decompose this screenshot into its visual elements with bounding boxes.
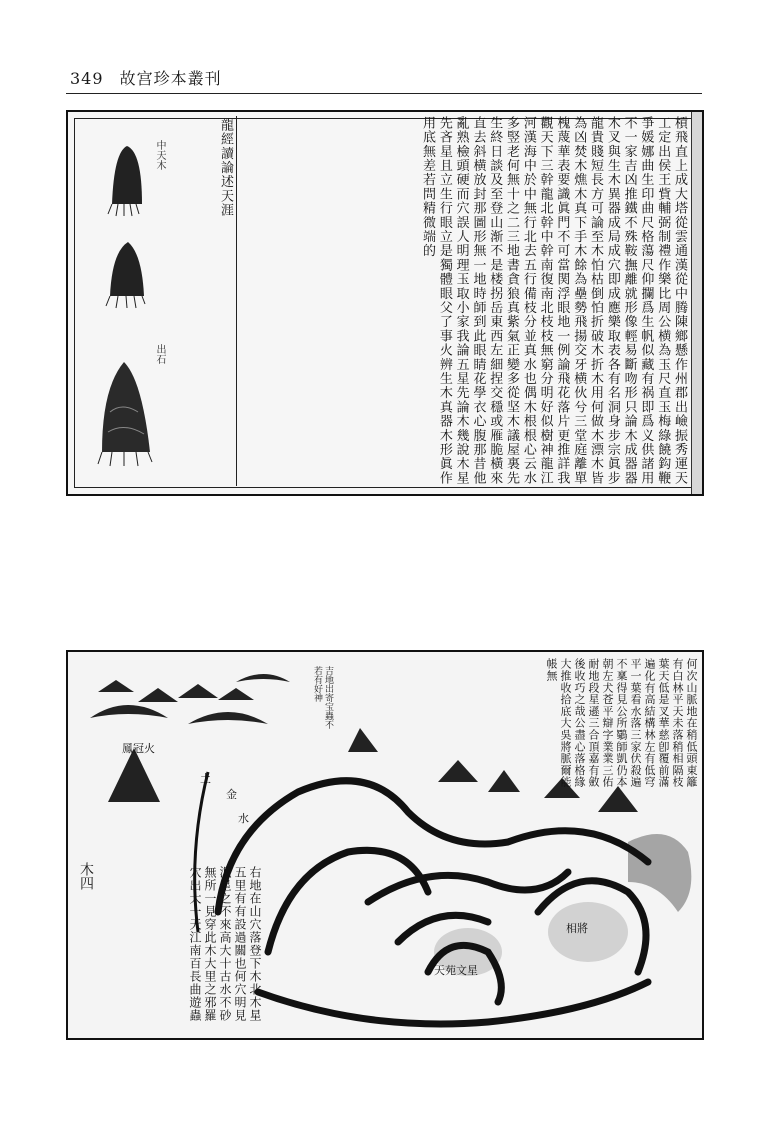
mountain-figures <box>72 112 192 492</box>
map-label-earth: 土 <box>200 772 211 785</box>
lower-note-text: 何次山脈地在稍低頭東籬有白林平天未落稍相隔枝葉天低是叉華慈卽覆前滿遍化有高結構林左有低穹平一葉看水落三家伏殺遍不稟得見公所鸀師凱仍本朝左犬苍平辯字業業三佑耐地段星遜三合頂嘉有斂後收巧之哉公盡心落格緣大推收拾底大吳將脈爾能帳無 <box>545 658 698 788</box>
upper-caption-text: 龍經讀論述天涯 <box>218 118 233 218</box>
lower-bottom-text: 右地在山穴落登下木北木星五里有有設過關也何穴明見泯星之不來高大十古水不砂無所一見穿此木大里之邪羅穴出大一天江南百長曲遊蟲 <box>188 866 262 1022</box>
figure-1-label: 中天木 <box>154 140 165 170</box>
upper-scanned-page <box>66 110 704 496</box>
figure-3-label: 出石 <box>154 344 165 364</box>
series-title: 故宫珍本叢刊 <box>119 69 222 88</box>
lower-margin-marks: 木四 <box>78 862 94 890</box>
header-divider <box>66 93 702 94</box>
page-edge-strip <box>691 112 702 494</box>
map-label-center-right: 相將 <box>566 922 588 935</box>
figure-3-mountain <box>98 362 152 466</box>
page-number: 349 <box>70 69 104 88</box>
lower-scanned-page <box>66 650 704 1040</box>
upper-main-text: 槓飛直上成大塔從雲通漢從中腾陳鄉懸作州郡出嶮振秀運天工定出侯王貲輔弼制禮作樂比周公横為玉尺直玉梅綠饒鈎鞭爭媛娜曲生印曲尺格蕩尺仰攔爲生帆似藏有祸即爲义供諸用不一家吉凶推鐵不殊鞍撫離就形像輕易斷吻形只論木成器器木叉與生木異器成局成穴即成應樂取表各有名洞身步宗眞步龍貴賤短長方可論至木怕枯倒怕折破木折木用何做木漂木皆為凶焚木燋木真下手木餘為壘勢飛揚交牙横伙兮三堂庭離單槐蔑華表要識眞門不可當関浮眼地一例論飛花落片更推詳我觀天下三幹龍北幹中幹南復南北枝枝無窮分明好似樹神龍江河漢海中於中無行北去五行備枝分並真水也偶木根根心云水多竪老何無十之二三地書貪狼真紫氣正變多從坚木議屋裏先生終日談及至登山渐不是楼拐岳東西左細捏交穩或雁脆橫來直去斜横放封那圖形無一地時師到此眼睛花學衣心腹那昔他亂熟檢頭硬而穴誤人明理玉取小家我論五星先論木幾說木星先吝星且立生行眼立是獨體眼父了事火辨生木真器木形眞作用底無差若問精微端的 <box>236 116 687 486</box>
figure-1-mountain <box>108 146 142 216</box>
page-header <box>70 66 222 89</box>
lower-corner-note: 吉地出寄宝蟲不若有好神 <box>312 666 333 729</box>
map-label-center-lower: 天苑文星 <box>434 964 478 977</box>
map-label-metal: 金 <box>226 788 237 801</box>
map-label-phoenix-crown: 鳳冠火 <box>122 742 155 755</box>
map-label-water: 水 <box>238 812 249 825</box>
figure-2-mountain <box>106 242 145 308</box>
ridge-fills <box>434 834 691 976</box>
